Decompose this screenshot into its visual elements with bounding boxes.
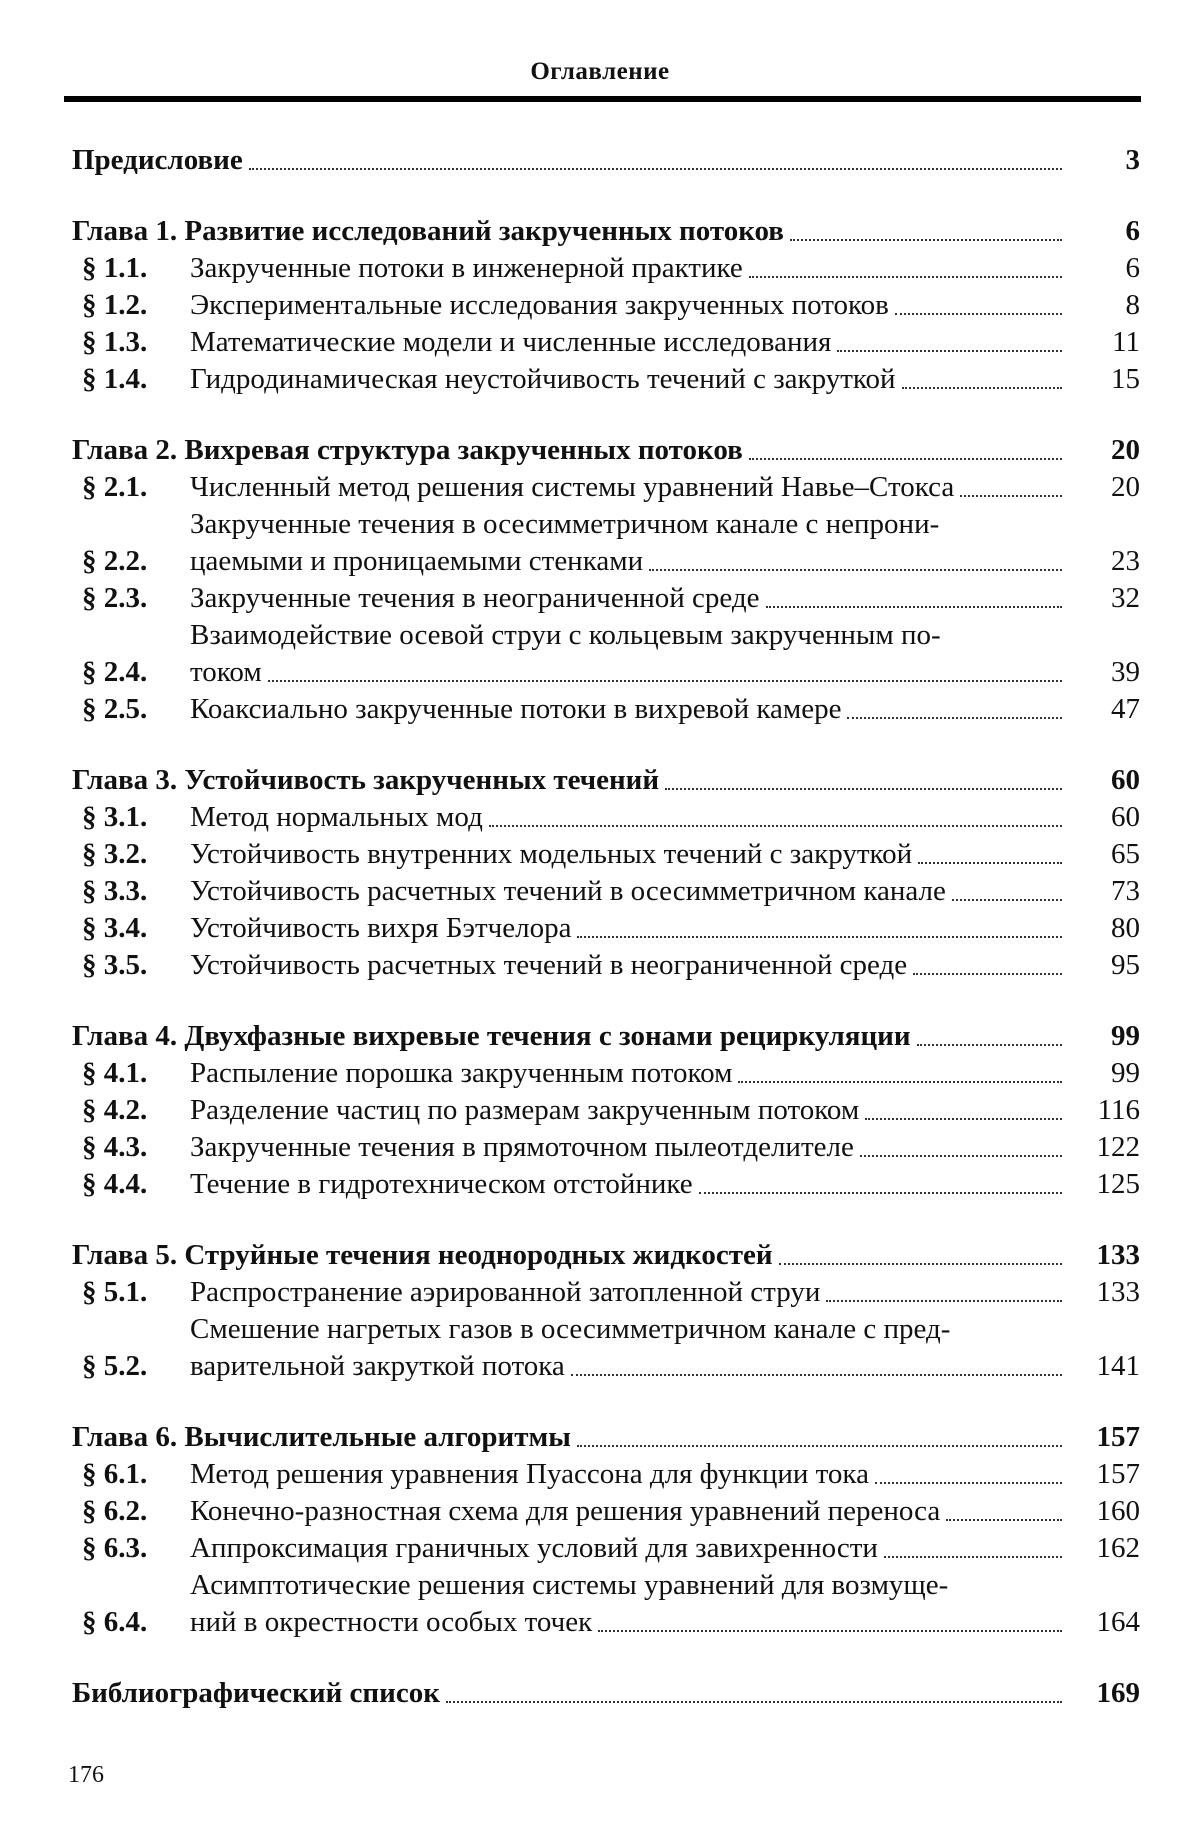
entry-page-number: 6 — [1125, 215, 1140, 247]
entry-page-number: 99 — [1111, 1057, 1140, 1089]
entry-page-number: 39 — [1111, 656, 1140, 688]
entry-title — [190, 1530, 1066, 1567]
section-number: § 1.1. — [82, 252, 148, 284]
entry-title-text: Конечно-разностная схема для решения уравнений переноса — [190, 1495, 941, 1527]
section-number: § 1.2. — [82, 289, 148, 321]
entry-title-text: Распространение аэрированной затопленной струи — [190, 1276, 821, 1308]
entry-page-number: 157 — [1096, 1421, 1140, 1453]
toc-chapter-entry — [72, 213, 1140, 250]
entry-page-number: 116 — [1097, 1094, 1140, 1126]
dot-leader — [946, 1519, 1062, 1521]
entry-page-number: 141 — [1096, 1350, 1140, 1382]
dot-leader — [865, 1118, 1062, 1120]
entry-title-text: Коаксиально закрученные потоки в вихревой камере — [190, 693, 842, 725]
entry-title — [72, 1237, 1066, 1274]
entry-title-line-2: цаемыми и проницаемыми стенками — [190, 545, 644, 577]
entry-page-number: 15 — [1111, 363, 1140, 395]
section-number: § 6.1. — [82, 1458, 148, 1490]
dot-leader — [598, 1630, 1062, 1632]
toc-section-entry — [72, 617, 1140, 691]
entry-title-text: Устойчивость вихря Бэтчелора — [190, 912, 572, 944]
entry-title-text: Течение в гидротехническом отстойнике — [190, 1168, 693, 1200]
dot-leader — [249, 168, 1062, 170]
entry-title — [190, 324, 1066, 361]
toc-section-entry — [72, 250, 1140, 287]
entry-title-text: Распыление порошка закрученным потоком — [190, 1057, 733, 1089]
entry-page-number: 73 — [1111, 875, 1140, 907]
entry-title — [190, 873, 1066, 910]
dot-leader — [766, 606, 1062, 608]
section-number: § 5.1. — [82, 1276, 148, 1308]
toc-chapter-entry — [72, 1419, 1140, 1456]
section-number: § 3.2. — [82, 838, 148, 870]
toc-section-entry — [72, 361, 1140, 398]
entry-page-number: 8 — [1125, 289, 1140, 321]
entry-title-text: Предисловие — [72, 144, 243, 176]
entry-title — [72, 1675, 1066, 1712]
toc-section-entry — [72, 506, 1140, 580]
entry-title — [72, 1018, 1066, 1055]
entry-page-number: 11 — [1112, 326, 1140, 358]
dot-leader — [665, 788, 1062, 790]
toc-section-entry — [72, 287, 1140, 324]
toc-chapter-entry — [72, 142, 1140, 179]
entry-title-text: Устойчивость расчетных течений в осесимметричном канале — [190, 875, 946, 907]
toc-section-entry — [72, 873, 1140, 910]
section-number: § 4.1. — [82, 1057, 148, 1089]
dot-leader — [860, 1155, 1062, 1157]
title-rule — [64, 96, 1141, 102]
entry-title — [190, 1456, 1066, 1493]
entry-title — [190, 1055, 1066, 1092]
entry-title-text: Математические модели и численные исследования — [190, 326, 832, 358]
entry-title-text: Метод решения уравнения Пуассона для функции тока — [190, 1458, 869, 1490]
entry-title-line-2: током — [190, 656, 262, 688]
dot-leader — [826, 1300, 1062, 1302]
entry-title-text: Закрученные течения в неограниченной среде — [190, 582, 760, 614]
toc-section-entry — [72, 910, 1140, 947]
entry-title — [72, 213, 1066, 250]
entry-title-text: Разделение частиц по размерам закрученным потоком — [190, 1094, 860, 1126]
toc-section-entry — [72, 691, 1140, 728]
entry-title-text: Глава 5. Струйные течения неоднородных жидкостей — [72, 1239, 773, 1271]
toc-section-entry — [72, 1456, 1140, 1493]
entry-title — [190, 1493, 1066, 1530]
entry-title-line-1: Закрученные течения в осесимметричном канале с непрони- — [190, 508, 940, 540]
entry-page-number: 133 — [1096, 1276, 1140, 1308]
section-number: § 3.1. — [82, 801, 148, 833]
entry-title-text: Аппроксимация граничных условий для завихренности — [190, 1532, 878, 1564]
dot-leader — [738, 1081, 1062, 1083]
toc-section-entry — [72, 1166, 1140, 1203]
table-of-contents — [72, 142, 1140, 1712]
section-number: § 6.2. — [82, 1495, 148, 1527]
entry-title-text: Глава 3. Устойчивость закрученных течений — [72, 764, 660, 796]
section-number: § 3.3. — [82, 875, 148, 907]
entry-title-text: Гидродинамическая неустойчивость течений с закруткой — [190, 363, 896, 395]
entry-title — [190, 506, 1066, 580]
entry-title — [190, 910, 1066, 947]
entry-page-number: 23 — [1111, 545, 1140, 577]
dot-leader — [749, 276, 1062, 278]
section-number: § 2.2. — [82, 545, 148, 577]
entry-page-number: 47 — [1111, 693, 1140, 725]
entry-title-line-1: Смешение нагретых газов в осесимметричном канале с пред- — [190, 1313, 951, 1345]
toc-section-entry — [72, 1055, 1140, 1092]
section-number: § 5.2. — [82, 1350, 148, 1382]
entry-title-text: Глава 6. Вычислительные алгоритмы — [72, 1421, 571, 1453]
dot-leader — [875, 1482, 1062, 1484]
entry-page-number: 160 — [1096, 1495, 1140, 1527]
entry-title-text: Глава 4. Двухфазные вихревые течения с зонами рециркуляции — [72, 1020, 911, 1052]
dot-leader — [577, 1445, 1062, 1447]
dot-leader — [749, 458, 1062, 460]
dot-leader — [699, 1192, 1062, 1194]
dot-leader — [884, 1556, 1062, 1558]
section-number: § 4.2. — [82, 1094, 148, 1126]
entry-page-number: 99 — [1111, 1020, 1140, 1052]
toc-section-entry — [72, 1493, 1140, 1530]
entry-title — [190, 1166, 1066, 1203]
dot-leader — [577, 936, 1062, 938]
entry-title-line-2: ний в окрестности особых точек — [190, 1606, 593, 1638]
page-number: 176 — [68, 1762, 104, 1788]
entry-title-line-1: Взаимодействие осевой струи с кольцевым закрученным по- — [190, 619, 941, 651]
section-number: § 2.4. — [82, 656, 148, 688]
toc-section-entry — [72, 1129, 1140, 1166]
entry-title — [190, 1311, 1066, 1385]
entry-page-number: 157 — [1096, 1458, 1140, 1490]
entry-page-number: 20 — [1111, 471, 1140, 503]
entry-title — [190, 1274, 1066, 1311]
dot-leader — [952, 899, 1062, 901]
entry-title — [190, 836, 1066, 873]
entry-title — [190, 250, 1066, 287]
entry-page-number: 164 — [1096, 1606, 1140, 1638]
entry-title — [190, 799, 1066, 836]
toc-section-entry — [72, 1567, 1140, 1641]
entry-title — [72, 1419, 1066, 1456]
section-number: § 2.1. — [82, 471, 148, 503]
section-number: § 6.3. — [82, 1532, 148, 1564]
entry-title — [72, 142, 1066, 179]
toc-section-entry — [72, 580, 1140, 617]
section-number: § 1.3. — [82, 326, 148, 358]
dot-leader — [779, 1263, 1062, 1265]
entry-title-text: Устойчивость расчетных течений в неограниченной среде — [190, 949, 908, 981]
dot-leader — [489, 825, 1062, 827]
entry-page-number: 6 — [1125, 252, 1140, 284]
dot-leader — [268, 680, 1062, 682]
toc-section-entry — [72, 469, 1140, 506]
entry-title-text: Библиографический список — [72, 1677, 440, 1709]
entry-page-number: 133 — [1096, 1239, 1140, 1271]
entry-page-number: 169 — [1096, 1677, 1140, 1709]
entry-title-text: Экспериментальные исследования закрученных потоков — [190, 289, 889, 321]
toc-section-entry — [72, 947, 1140, 984]
entry-title — [190, 1092, 1066, 1129]
toc-section-entry — [72, 324, 1140, 361]
toc-chapter-entry — [72, 762, 1140, 799]
toc-section-entry — [72, 1092, 1140, 1129]
dot-leader — [917, 1044, 1062, 1046]
entry-title — [190, 580, 1066, 617]
section-number: § 3.4. — [82, 912, 148, 944]
entry-page-number: 80 — [1111, 912, 1140, 944]
entry-page-number: 162 — [1096, 1532, 1140, 1564]
entry-title — [190, 469, 1066, 506]
page-title: Оглавление — [530, 58, 670, 85]
entry-title — [72, 762, 1066, 799]
dot-leader — [902, 387, 1062, 389]
entry-title-text: Закрученные потоки в инженерной практике — [190, 252, 743, 284]
entry-page-number: 60 — [1111, 801, 1140, 833]
dot-leader — [913, 973, 1062, 975]
entry-title-text: Устойчивость внутренних модельных течений с закруткой — [190, 838, 913, 870]
toc-section-entry — [72, 799, 1140, 836]
toc-section-entry — [72, 836, 1140, 873]
entry-page-number: 20 — [1111, 434, 1140, 466]
dot-leader — [895, 313, 1062, 315]
section-number: § 4.4. — [82, 1168, 148, 1200]
entry-title-line-2: варительной закруткой потока — [190, 1350, 565, 1382]
entry-title-text: Глава 1. Развитие исследований закрученных потоков — [72, 215, 784, 247]
toc-section-entry — [72, 1274, 1140, 1311]
dot-leader — [918, 862, 1062, 864]
dot-leader — [649, 569, 1062, 571]
entry-title — [190, 1129, 1066, 1166]
entry-title — [190, 361, 1066, 398]
entry-title — [190, 947, 1066, 984]
entry-title-line-1: Асимптотические решения системы уравнений для возмуще- — [190, 1569, 949, 1601]
entry-page-number: 65 — [1111, 838, 1140, 870]
entry-page-number: 122 — [1096, 1131, 1140, 1163]
entry-title-text: Глава 2. Вихревая структура закрученных потоков — [72, 434, 743, 466]
entry-page-number: 95 — [1111, 949, 1140, 981]
entry-page-number: 3 — [1125, 144, 1140, 176]
toc-chapter-entry — [72, 1018, 1140, 1055]
entry-title — [72, 432, 1066, 469]
dot-leader — [790, 239, 1062, 241]
toc-chapter-entry — [72, 1237, 1140, 1274]
entry-title — [190, 287, 1066, 324]
entry-title-text: Закрученные течения в прямоточном пылеотделителе — [190, 1131, 854, 1163]
section-number: § 2.3. — [82, 582, 148, 614]
section-number: § 2.5. — [82, 693, 148, 725]
entry-title-text: Метод нормальных мод — [190, 801, 483, 833]
dot-leader — [446, 1701, 1062, 1703]
section-number: § 6.4. — [82, 1606, 148, 1638]
dot-leader — [847, 717, 1062, 719]
entry-title — [190, 1567, 1066, 1641]
entry-title-text: Численный метод решения системы уравнений Навье–Стокса — [190, 471, 955, 503]
entry-title — [190, 617, 1066, 691]
toc-chapter-entry — [72, 1675, 1140, 1712]
toc-section-entry — [72, 1530, 1140, 1567]
entry-page-number: 32 — [1111, 582, 1140, 614]
dot-leader — [960, 495, 1062, 497]
toc-section-entry — [72, 1311, 1140, 1385]
entry-title — [190, 691, 1066, 728]
dot-leader — [837, 350, 1062, 352]
section-number: § 1.4. — [82, 363, 148, 395]
entry-page-number: 60 — [1111, 764, 1140, 796]
dot-leader — [571, 1374, 1062, 1376]
section-number: § 3.5. — [82, 949, 148, 981]
entry-page-number: 125 — [1096, 1168, 1140, 1200]
section-number: § 4.3. — [82, 1131, 148, 1163]
toc-chapter-entry — [72, 432, 1140, 469]
